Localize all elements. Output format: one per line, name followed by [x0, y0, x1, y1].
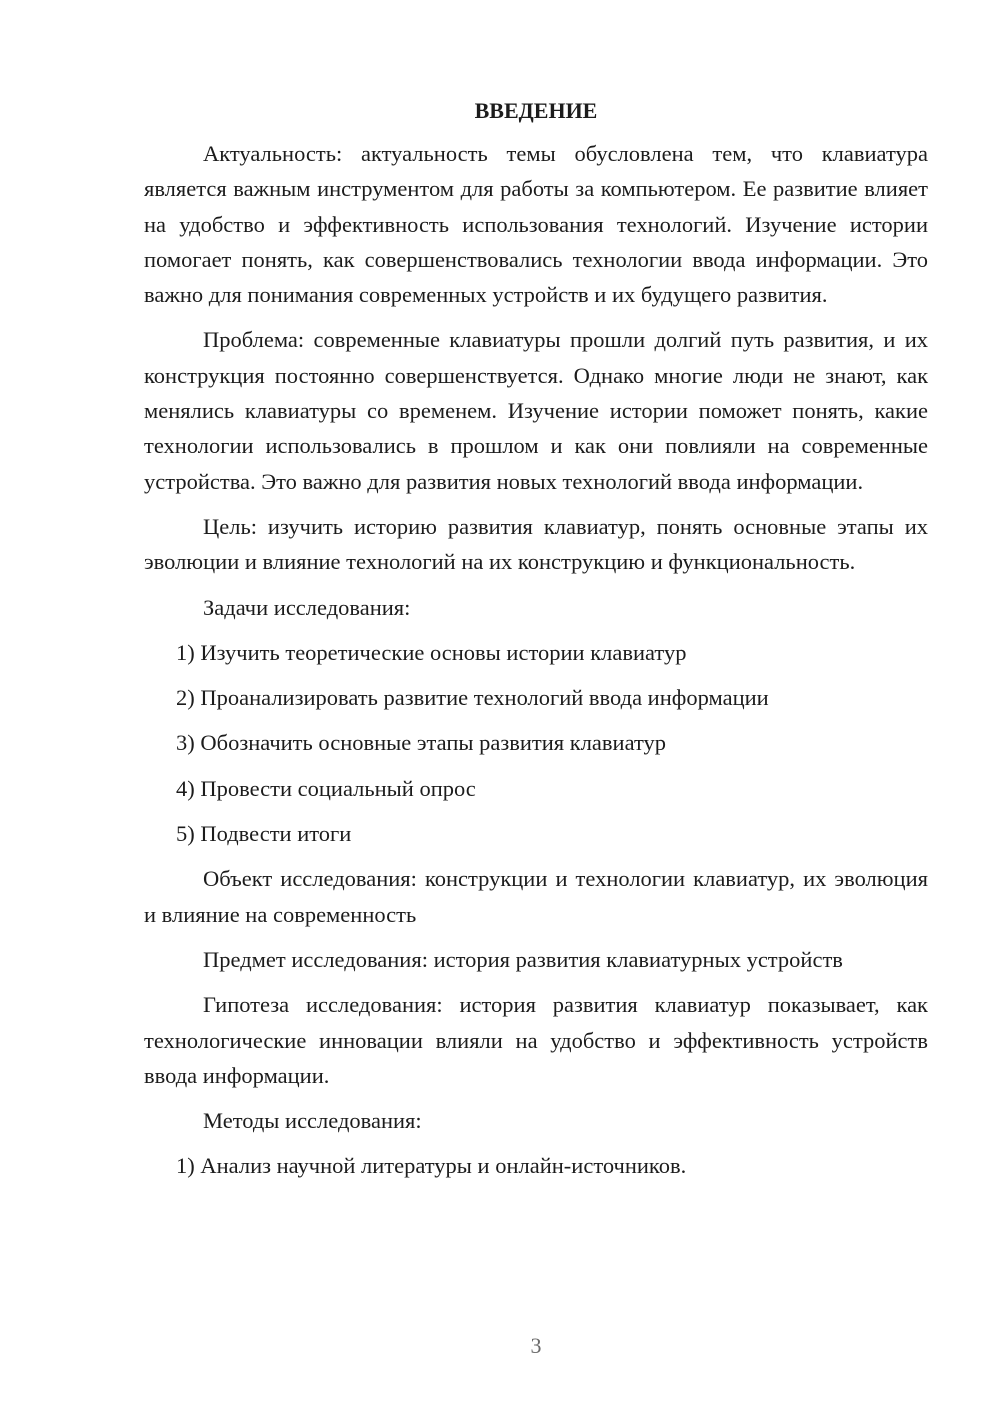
- methods-heading: Методы исследования:: [203, 1108, 422, 1134]
- object-paragraph: Объект исследования: конструкции и технологии клавиатур, их эволюция и влияние на современность: [144, 866, 928, 927]
- list-item: 1) Анализ научной литературы и онлайн-источников.: [176, 1153, 687, 1179]
- page-title: ВВЕДЕНИЕ: [474, 98, 598, 123]
- list-item: 3) Обозначить основные этапы развития клавиатур: [176, 730, 667, 756]
- list-item: 5) Подвести итоги: [176, 821, 352, 847]
- goal-paragraph: Цель: изучить историю развития клавиатур, понять основные этапы их эволюции и влияние технологий на их конструкцию и функциональность.: [144, 513, 928, 575]
- list-item: 4) Провести социальный опрос: [176, 775, 476, 801]
- hypothesis-paragraph: Гипотеза исследования: история развития клавиатур показывает, как технологические инновации влияли на удобство и эффективность устройств ввода информации.: [144, 992, 928, 1088]
- relevance-paragraph: Актуальность: актуальность темы обусловлена тем, что клавиатура является важным инструментом для работы за компьютером. Ее развитие влияет на удобство и эффективность использования технологий. Изучение истории помогает понять, как совершенствовались технологии ввода информации. Это важно для понимания современных устройств и их будущего развития.: [144, 141, 928, 308]
- tasks-heading: Задачи исследования:: [203, 594, 411, 620]
- list-item: 1) Изучить теоретические основы истории клавиатур: [176, 639, 687, 665]
- document-page: [144, 92, 928, 1194]
- subject-paragraph: Предмет исследования: история развития клавиатурных устройств: [203, 946, 843, 972]
- list-item: 2) Проанализировать развитие технологий ввода информации: [176, 685, 769, 711]
- methods-list: [144, 1148, 928, 1183]
- tasks-list: [144, 635, 928, 851]
- page-number: 3: [530, 1333, 542, 1358]
- problem-paragraph: Проблема: современные клавиатуры прошли долгий путь развития, и их конструкция постоянно совершенствуется. Однако многие люди не знают, как менялись клавиатуры со временем. Изучение истории поможет понять, какие технологии использовались в прошлом и как они повлияли на современные устройства. Это важно для развития новых технологий ввода информации.: [144, 327, 928, 494]
